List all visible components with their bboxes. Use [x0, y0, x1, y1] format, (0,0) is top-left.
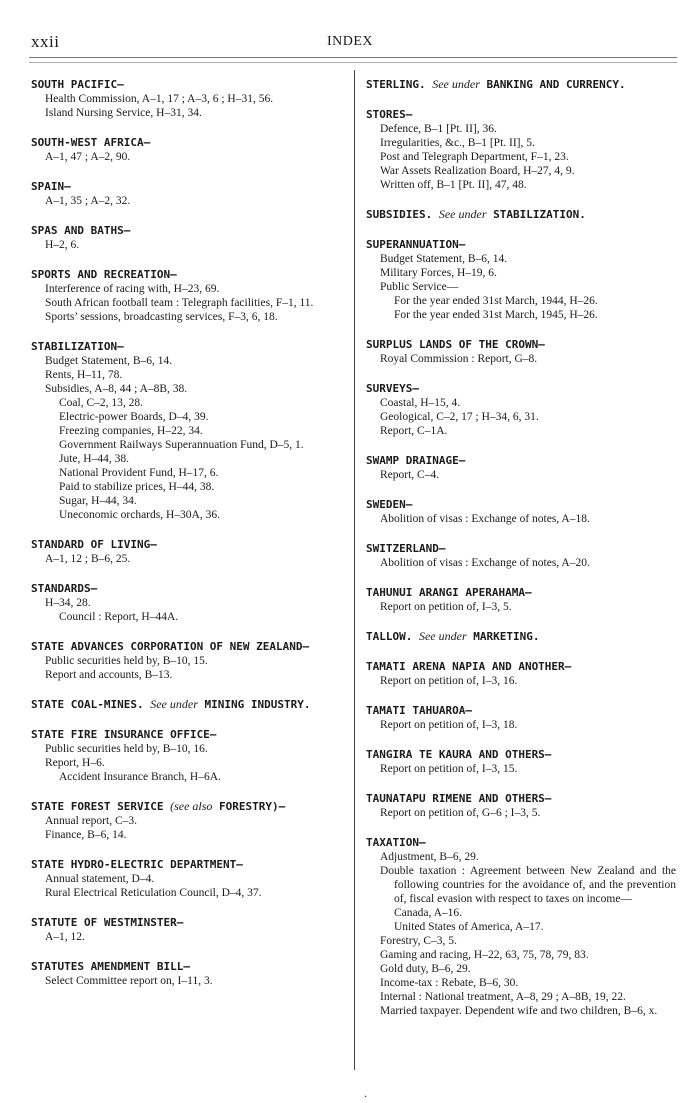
- index-entry: [31, 339, 344, 522]
- entry-line: Report on petition of, G–6 ; I–3, 5.: [380, 807, 541, 819]
- index-entry: [31, 537, 344, 566]
- index-entry: [366, 453, 676, 482]
- index-entry: [366, 659, 676, 688]
- entry-heading: [31, 179, 344, 194]
- entry-heading: [366, 497, 676, 512]
- entry-line: Income-tax : Rebate, B–6, 30.: [380, 977, 519, 989]
- index-entry: [366, 107, 676, 192]
- heading-text: STORES—: [366, 108, 413, 121]
- entry-line: Royal Commission : Report, G–8.: [380, 353, 538, 365]
- heading-text: STANDARD OF LIVING—: [31, 538, 157, 551]
- index-entry: [31, 857, 344, 900]
- heading-text: SPORTS AND RECREATION—: [31, 268, 177, 281]
- entry-heading: [366, 659, 676, 674]
- entry-line: Annual report, C–3.: [45, 815, 137, 827]
- index-entry: [31, 959, 344, 988]
- entry-heading: [31, 339, 344, 354]
- cross-reference: (see also: [170, 799, 213, 813]
- index-entry: [31, 697, 344, 712]
- heading-text: SURPLUS LANDS OF THE CROWN—: [366, 338, 545, 351]
- index-entry: [366, 791, 676, 820]
- heading-text: SUPERANNUATION—: [366, 238, 466, 251]
- entry-line: Freezing companies, H–22, 34.: [59, 425, 203, 437]
- entry-heading: [366, 835, 676, 850]
- entry-heading: [31, 77, 344, 92]
- entry-line: Jute, H–44, 38.: [59, 453, 129, 465]
- entry-line: Rents, H–11, 78.: [45, 369, 123, 381]
- heading-text: STANDARDS—: [31, 582, 98, 595]
- index-entry: [31, 727, 344, 784]
- entry-line: Council : Report, H–44A.: [59, 611, 179, 623]
- heading-text: SOUTH PACIFIC—: [31, 78, 124, 91]
- entry-line: Report, C–4.: [380, 469, 440, 481]
- index-entry: [366, 337, 676, 366]
- right-column: [366, 77, 676, 1033]
- entry-line: Paid to stabilize prices, H–44, 38.: [59, 481, 215, 493]
- index-entry: [31, 77, 344, 120]
- entry-line: Electric-power Boards, D–4, 39.: [59, 411, 209, 423]
- entry-heading: [31, 267, 344, 282]
- entry-line: H–2, 6.: [45, 239, 80, 251]
- entry-line: H–34, 28.: [45, 597, 91, 609]
- entry-line: Report on petition of, I–3, 18.: [380, 719, 518, 731]
- heading-text: STABILIZATION—: [31, 340, 124, 353]
- entry-line: Budget Statement, B–6, 14.: [45, 355, 173, 367]
- entry-line: For the year ended 31st March, 1944, H–26.: [394, 295, 598, 307]
- heading-text: STATE COAL-MINES.: [31, 698, 144, 711]
- entry-line: Finance, B–6, 14.: [45, 829, 127, 841]
- heading-text: SUBSIDIES.: [366, 208, 433, 221]
- entry-line: Budget Statement, B–6, 14.: [380, 253, 508, 265]
- heading-text: TAMATI TAHUAROA—: [366, 704, 472, 717]
- entry-heading: [31, 639, 344, 654]
- entry-heading: [31, 799, 344, 814]
- heading-text: SURVEYS—: [366, 382, 419, 395]
- heading-text: SOUTH-WEST AFRICA—: [31, 136, 151, 149]
- entry-heading: [366, 207, 676, 222]
- heading-text: SWITZERLAND—: [366, 542, 446, 555]
- entry-heading: [31, 959, 344, 974]
- index-entry: [366, 237, 676, 322]
- heading-text: STATUTE OF WESTMINSTER—: [31, 916, 184, 929]
- entry-line: Coal, C–2, 13, 28.: [59, 397, 144, 409]
- entry-line: Canada, A–16.: [394, 907, 463, 919]
- entry-line: Forestry, C–3, 5.: [380, 935, 457, 947]
- entry-line: Subsidies, A–8, 44 ; A–8B, 38.: [45, 383, 188, 395]
- heading-text: STERLING.: [366, 78, 426, 91]
- entry-heading: [31, 537, 344, 552]
- entry-line: National Provident Fund, H–17, 6.: [59, 467, 219, 479]
- index-entry: [31, 799, 344, 842]
- heading-text: SWAMP DRAINAGE—: [366, 454, 466, 467]
- index-entry: [366, 541, 676, 570]
- heading-tail: STABILIZATION.: [493, 208, 586, 221]
- entry-line: Report and accounts, B–13.: [45, 669, 173, 681]
- heading-text: SPAIN—: [31, 180, 71, 193]
- entry-line: Married taxpayer. Dependent wife and two children, B–6, x.: [380, 1005, 658, 1017]
- entry-line: Report on petition of, I–3, 5.: [380, 601, 512, 613]
- heading-text: STATUTES AMENDMENT BILL—: [31, 960, 190, 973]
- index-entry: [366, 207, 676, 222]
- entry-line: Gaming and racing, H–22, 63, 75, 78, 79, 83.: [380, 949, 589, 961]
- cross-reference: See under: [418, 629, 467, 643]
- heading-text: STATE ADVANCES CORPORATION OF NEW ZEALAND—: [31, 640, 310, 653]
- entry-line: Report, H–6.: [45, 757, 105, 769]
- entry-line: Irregularities, &c., B–1 [Pt. II], 5.: [380, 137, 535, 149]
- entry-line: A–1, 47 ; A–2, 90.: [45, 151, 131, 163]
- entry-line: A–1, 35 ; A–2, 32.: [45, 195, 131, 207]
- footer-mark: .: [364, 1086, 367, 1100]
- index-entry: [31, 915, 344, 944]
- entry-line: A–1, 12.: [45, 931, 85, 943]
- index-entry: [31, 223, 344, 252]
- index-entry: [366, 381, 676, 438]
- entry-line: Abolition of visas : Exchange of notes, A–20.: [380, 557, 590, 569]
- entry-line: Gold duty, B–6, 29.: [380, 963, 471, 975]
- index-entry: [31, 267, 344, 324]
- index-entry: [366, 703, 676, 732]
- entry-line: Abolition of visas : Exchange of notes, A–18.: [380, 513, 590, 525]
- entry-line: Internal : National treatment, A–8, 29 ; A–8B, 19, 22.: [380, 991, 626, 1003]
- index-entry: [366, 585, 676, 614]
- heading-text: SPAS AND BATHS—: [31, 224, 131, 237]
- heading-text: TANGIRA TE KAURA AND OTHERS—: [366, 748, 552, 761]
- index-entry: [366, 747, 676, 776]
- entry-heading: [366, 453, 676, 468]
- heading-text: TALLOW.: [366, 630, 413, 643]
- index-entry: [366, 77, 676, 92]
- heading-text: SWEDEN—: [366, 498, 413, 511]
- heading-tail: BANKING AND CURRENCY.: [486, 78, 626, 91]
- entry-line: Island Nursing Service, H–31, 34.: [45, 107, 202, 119]
- entry-line: Post and Telegraph Department, F–1, 23.: [380, 151, 569, 163]
- entry-heading: [366, 381, 676, 396]
- entry-heading: [31, 135, 344, 150]
- index-entry: [31, 179, 344, 208]
- index-entry: [366, 497, 676, 526]
- entry-heading: [31, 727, 344, 742]
- entry-heading: [31, 915, 344, 930]
- heading-text: STATE FIRE INSURANCE OFFICE—: [31, 728, 217, 741]
- heading-text: TAXATION—: [366, 836, 426, 849]
- cross-reference: See under: [432, 77, 480, 91]
- entry-line: Geological, C–2, 17 ; H–34, 6, 31.: [380, 411, 539, 423]
- entry-line: Coastal, H–15, 4.: [380, 397, 461, 409]
- heading-text: STATE FOREST SERVICE: [31, 800, 164, 813]
- heading-text: TAMATI ARENA NAPIA AND ANOTHER—: [366, 660, 572, 673]
- entry-line: Report on petition of, I–3, 16.: [380, 675, 518, 687]
- index-entry: [366, 835, 676, 1018]
- entry-line: Government Railways Superannuation Fund, D–5, 1.: [59, 439, 304, 451]
- entry-line: Health Commission, A–1, 17 ; A–3, 6 ; H–31, 56.: [45, 93, 274, 105]
- entry-line: War Assets Realization Board, H–27, 4, 9.: [380, 165, 575, 177]
- heading-tail: MARKETING.: [473, 630, 540, 643]
- entry-line: Military Forces, H–19, 6.: [380, 267, 497, 279]
- heading-tail: MINING INDUSTRY.: [204, 698, 311, 711]
- entry-line: Defence, B–1 [Pt. II], 36.: [380, 123, 497, 135]
- entry-line: Uneconomic orchards, H–30A, 36.: [59, 509, 220, 521]
- entry-line: Report on petition of, I–3, 15.: [380, 763, 518, 775]
- entry-line: Sports’ sessions, broadcasting services, F–3, 6, 18.: [45, 311, 278, 323]
- entry-line: Accident Insurance Branch, H–6A.: [59, 771, 221, 783]
- entry-line: Public Service—: [380, 281, 459, 293]
- entry-heading: [31, 697, 344, 712]
- entry-line: Public securities held by, B–10, 15.: [45, 655, 208, 667]
- entry-heading: [366, 237, 676, 252]
- entry-line: Double taxation : Agreement between New Zealand and the following countries for the avoidance of, and the prevention of, fiscal evasion with respect to taxes on income—: [380, 865, 676, 905]
- entry-line: Public securities held by, B–10, 16.: [45, 743, 208, 755]
- column-divider: [354, 70, 355, 1070]
- cross-reference: See under: [438, 207, 487, 221]
- index-entry: [31, 581, 344, 624]
- entry-heading: [366, 791, 676, 806]
- left-column: [31, 77, 344, 1003]
- entry-heading: [31, 581, 344, 596]
- entry-line: South African football team : Telegraph facilities, F–1, 11.: [45, 297, 314, 309]
- entry-heading: [366, 703, 676, 718]
- entry-heading: [366, 77, 676, 92]
- heading-text: TAHUNUI ARANGI APERAHAMA—: [366, 586, 532, 599]
- entry-line: Annual statement, D–4.: [45, 873, 155, 885]
- entry-line: Adjustment, B–6, 29.: [380, 851, 479, 863]
- entry-line: A–1, 12 ; B–6, 25.: [45, 553, 131, 565]
- entry-heading: [366, 337, 676, 352]
- entry-heading: [366, 585, 676, 600]
- entry-line: Interference of racing with, H–23, 69.: [45, 283, 220, 295]
- entry-heading: [366, 747, 676, 762]
- entry-line: Select Committee report on, I–11, 3.: [45, 975, 213, 987]
- entry-line: For the year ended 31st March, 1945, H–26.: [394, 309, 598, 321]
- entry-line: Report, C–1A.: [380, 425, 448, 437]
- heading-text: TAUNATAPU RIMENE AND OTHERS—: [366, 792, 552, 805]
- index-entry: [31, 639, 344, 682]
- entry-line: Written off, B–1 [Pt. II], 47, 48.: [380, 179, 527, 191]
- index-entry: [366, 629, 676, 644]
- page-title: INDEX: [326, 34, 374, 49]
- header-rule-secondary: [29, 62, 677, 63]
- index-entry: [31, 135, 344, 164]
- entry-heading: [366, 629, 676, 644]
- entry-line: Sugar, H–44, 34.: [59, 495, 137, 507]
- header-rule: [29, 57, 677, 58]
- entry-heading: [31, 857, 344, 872]
- entry-heading: [366, 107, 676, 122]
- page-number: xxii: [31, 32, 60, 51]
- heading-tail: FORESTRY)—: [219, 800, 286, 813]
- entry-line: United States of America, A–17.: [394, 921, 544, 933]
- entry-line: Rural Electrical Reticulation Council, D–4, 37.: [45, 887, 262, 899]
- entry-heading: [366, 541, 676, 556]
- entry-heading: [31, 223, 344, 238]
- heading-text: STATE HYDRO-ELECTRIC DEPARTMENT—: [31, 858, 243, 871]
- cross-reference: See under: [150, 697, 198, 711]
